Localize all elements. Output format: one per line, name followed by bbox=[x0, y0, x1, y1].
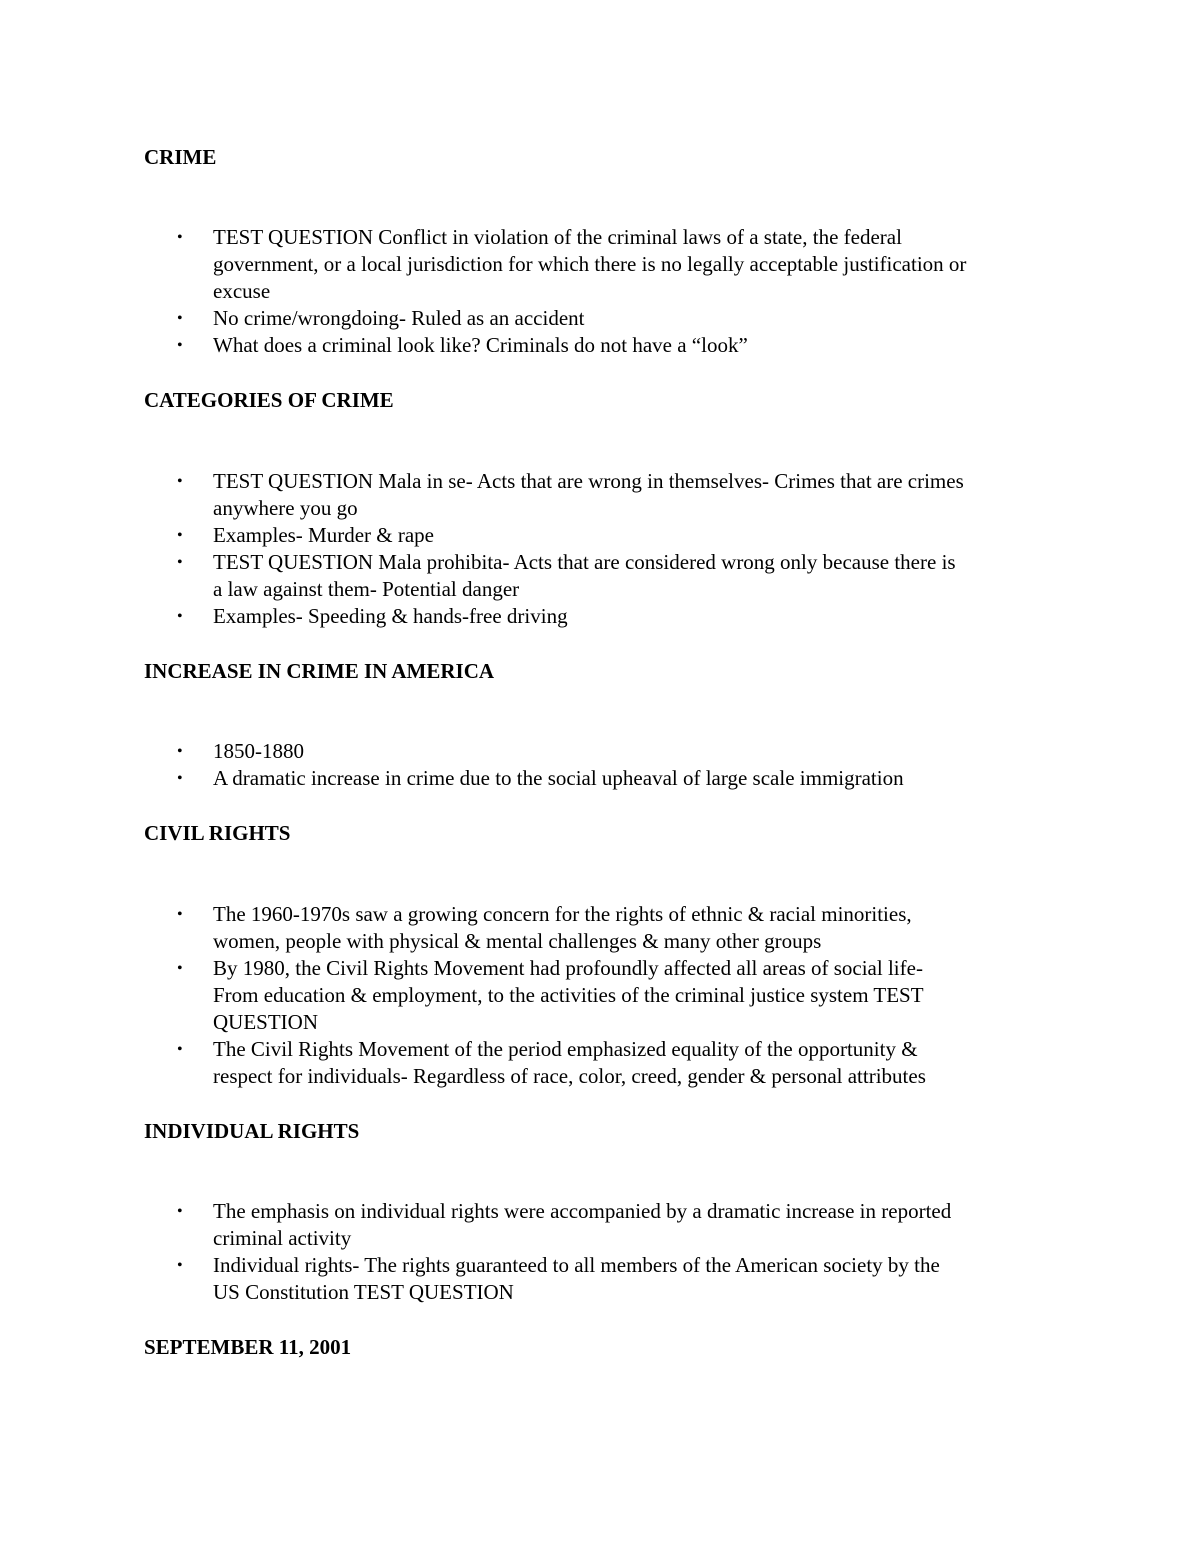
list-item-line: respect for individuals- Regardless of race, color, creed, gender & personal attributes bbox=[213, 1064, 926, 1088]
bullet-icon: • bbox=[177, 743, 183, 760]
list-item-line: Individual rights- The rights guaranteed to all members of the American society by the bbox=[213, 1253, 940, 1277]
list-item-line: a law against them- Potential danger bbox=[213, 577, 520, 601]
list-item-line: A dramatic increase in crime due to the social upheaval of large scale immigration bbox=[213, 766, 904, 790]
list-item bbox=[144, 955, 1064, 1036]
bullet-icon: • bbox=[177, 337, 183, 354]
list-item-line: By 1980, the Civil Rights Movement had profoundly affected all areas of social life- bbox=[213, 956, 923, 980]
list-item bbox=[144, 738, 1064, 765]
bullet-list bbox=[144, 1198, 1064, 1306]
section-crime bbox=[144, 144, 1064, 170]
list-item bbox=[144, 603, 1064, 630]
list-item bbox=[144, 522, 1064, 549]
section-increase bbox=[144, 658, 1064, 684]
list-item-line: From education & employment, to the activities of the criminal justice system TEST bbox=[213, 983, 924, 1007]
bullet-icon: • bbox=[177, 473, 183, 490]
list-item bbox=[144, 901, 1064, 955]
list-item bbox=[144, 1036, 1064, 1090]
list-item-line: government, or a local jurisdiction for which there is no legally acceptable justification or bbox=[213, 252, 967, 276]
bullet-icon: • bbox=[177, 554, 183, 571]
list-item-line: No crime/wrongdoing- Ruled as an accident bbox=[213, 306, 585, 330]
list-item-line: The emphasis on individual rights were accompanied by a dramatic increase in reported bbox=[213, 1199, 952, 1223]
bullet-icon: • bbox=[177, 960, 183, 977]
section-heading: CRIME bbox=[144, 145, 217, 169]
list-item bbox=[144, 224, 1064, 305]
list-item-line: anywhere you go bbox=[213, 496, 358, 520]
section-civil-rights-list bbox=[144, 901, 1064, 1090]
section-heading: CIVIL RIGHTS bbox=[144, 821, 291, 845]
bullet-icon: • bbox=[177, 310, 183, 327]
bullet-icon: • bbox=[177, 608, 183, 625]
list-item-line: The Civil Rights Movement of the period emphasized equality of the opportunity & bbox=[213, 1037, 918, 1061]
list-item-line: TEST QUESTION Conflict in violation of the criminal laws of a state, the federal bbox=[213, 225, 902, 249]
section-individual-rights-list bbox=[144, 1198, 1064, 1306]
list-item-line: 1850-1880 bbox=[213, 739, 304, 763]
section-categories-list bbox=[144, 468, 1064, 630]
list-item bbox=[144, 765, 1064, 792]
section-heading: CATEGORIES OF CRIME bbox=[144, 388, 394, 412]
list-item-line: TEST QUESTION Mala in se- Acts that are wrong in themselves- Crimes that are crimes bbox=[213, 469, 964, 493]
list-item bbox=[144, 332, 1064, 359]
section-heading: INCREASE IN CRIME IN AMERICA bbox=[144, 659, 495, 683]
bullet-list bbox=[144, 901, 1064, 1090]
list-item bbox=[144, 549, 1064, 603]
list-item-line: The 1960-1970s saw a growing concern for the rights of ethnic & racial minorities, bbox=[213, 902, 912, 926]
bullet-icon: • bbox=[177, 906, 183, 923]
list-item-line: women, people with physical & mental challenges & many other groups bbox=[213, 929, 822, 953]
list-item-line: US Constitution TEST QUESTION bbox=[213, 1280, 514, 1304]
section-heading: SEPTEMBER 11, 2001 bbox=[144, 1335, 352, 1359]
list-item-line: TEST QUESTION Mala prohibita- Acts that are considered wrong only because there is bbox=[213, 550, 956, 574]
list-item-line: Examples- Speeding & hands-free driving bbox=[213, 604, 568, 628]
list-item-line: excuse bbox=[213, 279, 271, 303]
list-item bbox=[144, 468, 1064, 522]
section-crime-list bbox=[144, 224, 1064, 359]
list-item bbox=[144, 1252, 1064, 1306]
list-item-line: criminal activity bbox=[213, 1226, 352, 1250]
bullet-list bbox=[144, 224, 1064, 359]
bullet-icon: • bbox=[177, 229, 183, 246]
bullet-icon: • bbox=[177, 1041, 183, 1058]
list-item-line: What does a criminal look like? Criminals do not have a “look” bbox=[213, 333, 748, 357]
list-item bbox=[144, 1198, 1064, 1252]
section-heading: INDIVIDUAL RIGHTS bbox=[144, 1119, 360, 1143]
list-item-line: Examples- Murder & rape bbox=[213, 523, 435, 547]
list-item bbox=[144, 305, 1064, 332]
bullet-icon: • bbox=[177, 527, 183, 544]
bullet-icon: • bbox=[177, 1203, 183, 1220]
section-civil-rights bbox=[144, 820, 1064, 846]
section-september-11 bbox=[144, 1334, 1064, 1360]
section-categories bbox=[144, 387, 1064, 413]
section-individual-rights bbox=[144, 1118, 1064, 1144]
bullet-icon: • bbox=[177, 770, 183, 787]
section-increase-list bbox=[144, 738, 1064, 792]
bullet-list bbox=[144, 738, 1064, 792]
bullet-list bbox=[144, 468, 1064, 630]
list-item-line: QUESTION bbox=[213, 1010, 318, 1034]
bullet-icon: • bbox=[177, 1257, 183, 1274]
